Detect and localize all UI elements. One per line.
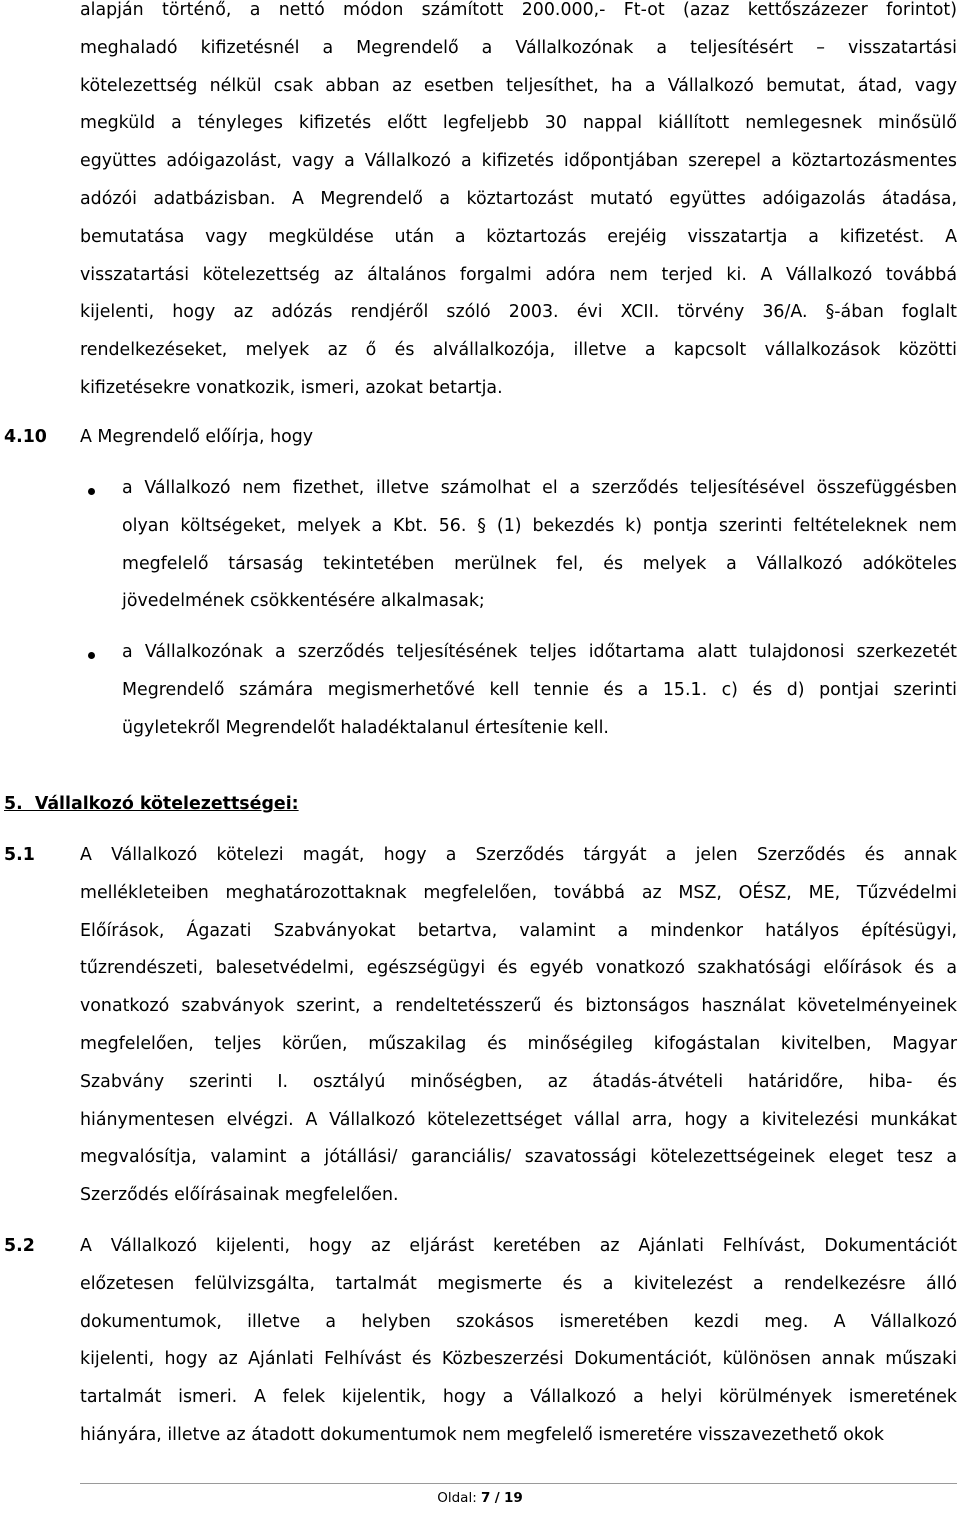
section-4-10-intro: A Megrendelő előírja, hogy	[80, 427, 314, 447]
section-5-1-line: A Vállalkozó kötelezi magát, hogy a Szerződés tárgyát a jelen Szerződés és annak	[80, 845, 957, 865]
paragraph-top-line: kötelezettség nélkül csak abban az esetben teljesíthet, ha a Vállalkozó bemutat, átad, vagy	[80, 75, 957, 96]
paragraph-top-line: visszatartási kötelezettség az általános forgalmi adóra nem terjed ki. A Vállalkozó továbbá	[80, 264, 957, 285]
paragraph-top-line: kifizetésekre vonatkozik, ismeri, azokat betartja.	[80, 377, 503, 398]
section-5-1-line: megvalósítja, valamint a jótállási/ garanciális/ szavatossági kötelezettségeinek eleget tesz a	[80, 1147, 957, 1168]
bullet-item-2-line: a Vállalkozónak a szerződés teljesítésének teljes időtartama alatt tulajdonosi szerkezetét	[122, 642, 957, 662]
paragraph-top-line: rendelkezéseket, melyek az ő és alvállalkozója, illetve a kapcsolt vállalkozások közötti	[80, 340, 957, 361]
paragraph-top-line: bemutatása vagy megküldése után a köztartozás erejéig visszatartja a kifizetést. A	[80, 226, 957, 247]
section-5-1-line: tűzrendészeti, balesetvédelmi, egészségügyi és egyéb vonatkozó szakhatósági előírások és a	[80, 958, 957, 979]
section-5-2-line: dokumentumok, illetve a helyben szokásos ismeretében kezdi meg. A Vállalkozó	[80, 1311, 957, 1332]
current-page: 7	[481, 1490, 491, 1506]
page-separator: /	[494, 1490, 500, 1506]
bullet-item-1-line: a Vállalkozó nem fizethet, illetve számolhat el a szerződés teljesítésével összefüggésben	[122, 478, 957, 498]
paragraph-top-line: együttes adóigazolást, vagy a Vállalkozó a kifizetés időpontjában szerepel a köztartozásmentes	[80, 151, 957, 172]
section-5-2-line: A Vállalkozó kijelenti, hogy az eljárást keretében az Ajánlati Felhívást, Dokumentációt	[80, 1236, 957, 1256]
section-5-2-line: tartalmát ismeri. A felek kijelentik, hogy a Vállalkozó a helyi körülmények ismeretének	[80, 1387, 957, 1408]
bullet-icon	[88, 652, 95, 659]
section-number-5-2: 5.2	[4, 1236, 35, 1256]
section-number-4-10: 4.10	[4, 427, 47, 447]
paragraph-top-line: alapján történő, a nettó módon számított 200.000,- Ft-ot (azaz kettőszázezer forintot)	[80, 0, 957, 20]
section-5-1-line: megfelelően, teljes körűen, műszakilag és minőségileg kifogástalan kivitelben, Magyar	[80, 1033, 957, 1054]
paragraph-top-line: megküld a tényleges kifizetés előtt legfeljebb 30 nappal kiállított nemlegesnek minősülő	[80, 113, 957, 134]
page-footer	[0, 1490, 960, 1506]
bullet-item-1-line: olyan költségeket, melyek a Kbt. 56. § (1) bekezdés k) pontja szerinti feltételeknek nem	[122, 515, 957, 536]
paragraph-top	[80, 0, 957, 408]
section-5-1-line: Előírások, Ágazati Szabványokat betartva, valamint a mindenkor hatályos építésügyi,	[80, 920, 957, 941]
paragraph-top-line: meghaladó kifizetésnél a Megrendelő a Vállalkozónak a teljesítésért – visszatartási	[80, 37, 957, 58]
section-5-1-line: Szerződés előírásainak megfelelően.	[80, 1185, 399, 1206]
total-pages: 19	[503, 1490, 523, 1506]
section-5-heading: 5. Vállalkozó kötelezettségei:	[4, 794, 299, 814]
section-5-1-line: vonatkozó szabványok szerint, a rendeltetésszerű és biztonságos használat követelményeinek	[80, 996, 957, 1017]
paragraph-top-line: adózói adatbázisban. A Megrendelő a köztartozást mutató együttes adóigazolás átadása,	[80, 188, 957, 209]
section-5-1-text	[80, 837, 957, 1215]
bullet-icon	[88, 488, 95, 495]
bullet-item-2-line: ügyletekről Megrendelőt haladéktalanul értesítenie kell.	[122, 717, 609, 738]
footer-divider	[80, 1483, 957, 1484]
section-5-1-line: Szabvány szerinti I. osztályú minőségben, az átadás-átvételi határidőre, hiba- és	[80, 1071, 957, 1092]
section-5-1-line: mellékleteiben meghatározottaknak megfelelően, továbbá az MSZ, OÉSZ, ME, Tűzvédelmi	[80, 882, 957, 903]
section-5-2-text	[80, 1228, 957, 1455]
paragraph-top-line: kijelenti, hogy az adózás rendjéről szóló 2003. évi XCII. törvény 36/A. §-ában foglalt	[80, 302, 957, 323]
bullet-item-1-line: jövedelmének csökkentésére alkalmasak;	[122, 591, 485, 612]
page-label: Oldal:	[437, 1490, 477, 1506]
bullet-item-1	[122, 470, 957, 621]
bullet-item-1-line: megfelelő társaság tekintetében merülnek fel, és melyek a Vállalkozó adóköteles	[122, 553, 957, 574]
bullet-item-2-line: Megrendelő számára megismerhetővé kell tennie és a 15.1. c) és d) pontjai szerinti	[122, 679, 957, 700]
section-5-1-line: hiánymentesen elvégzi. A Vállalkozó kötelezettséget vállal arra, hogy a kivitelezési munkákat	[80, 1109, 957, 1130]
section-5-2-line: kijelenti, hogy az Ajánlati Felhívást és Közbeszerzési Dokumentációt, különösen annak műszaki	[80, 1349, 957, 1370]
section-5-2-line: előzetesen felülvizsgálta, tartalmát megismerte és a kivitelezést a rendelkezésre álló	[80, 1273, 957, 1294]
bullet-item-2	[122, 634, 957, 747]
section-number-5-1: 5.1	[4, 845, 35, 865]
section-5-2-line: hiányára, illetve az átadott dokumentumok nem megfelelő ismeretére visszavezethető okok	[80, 1424, 884, 1445]
